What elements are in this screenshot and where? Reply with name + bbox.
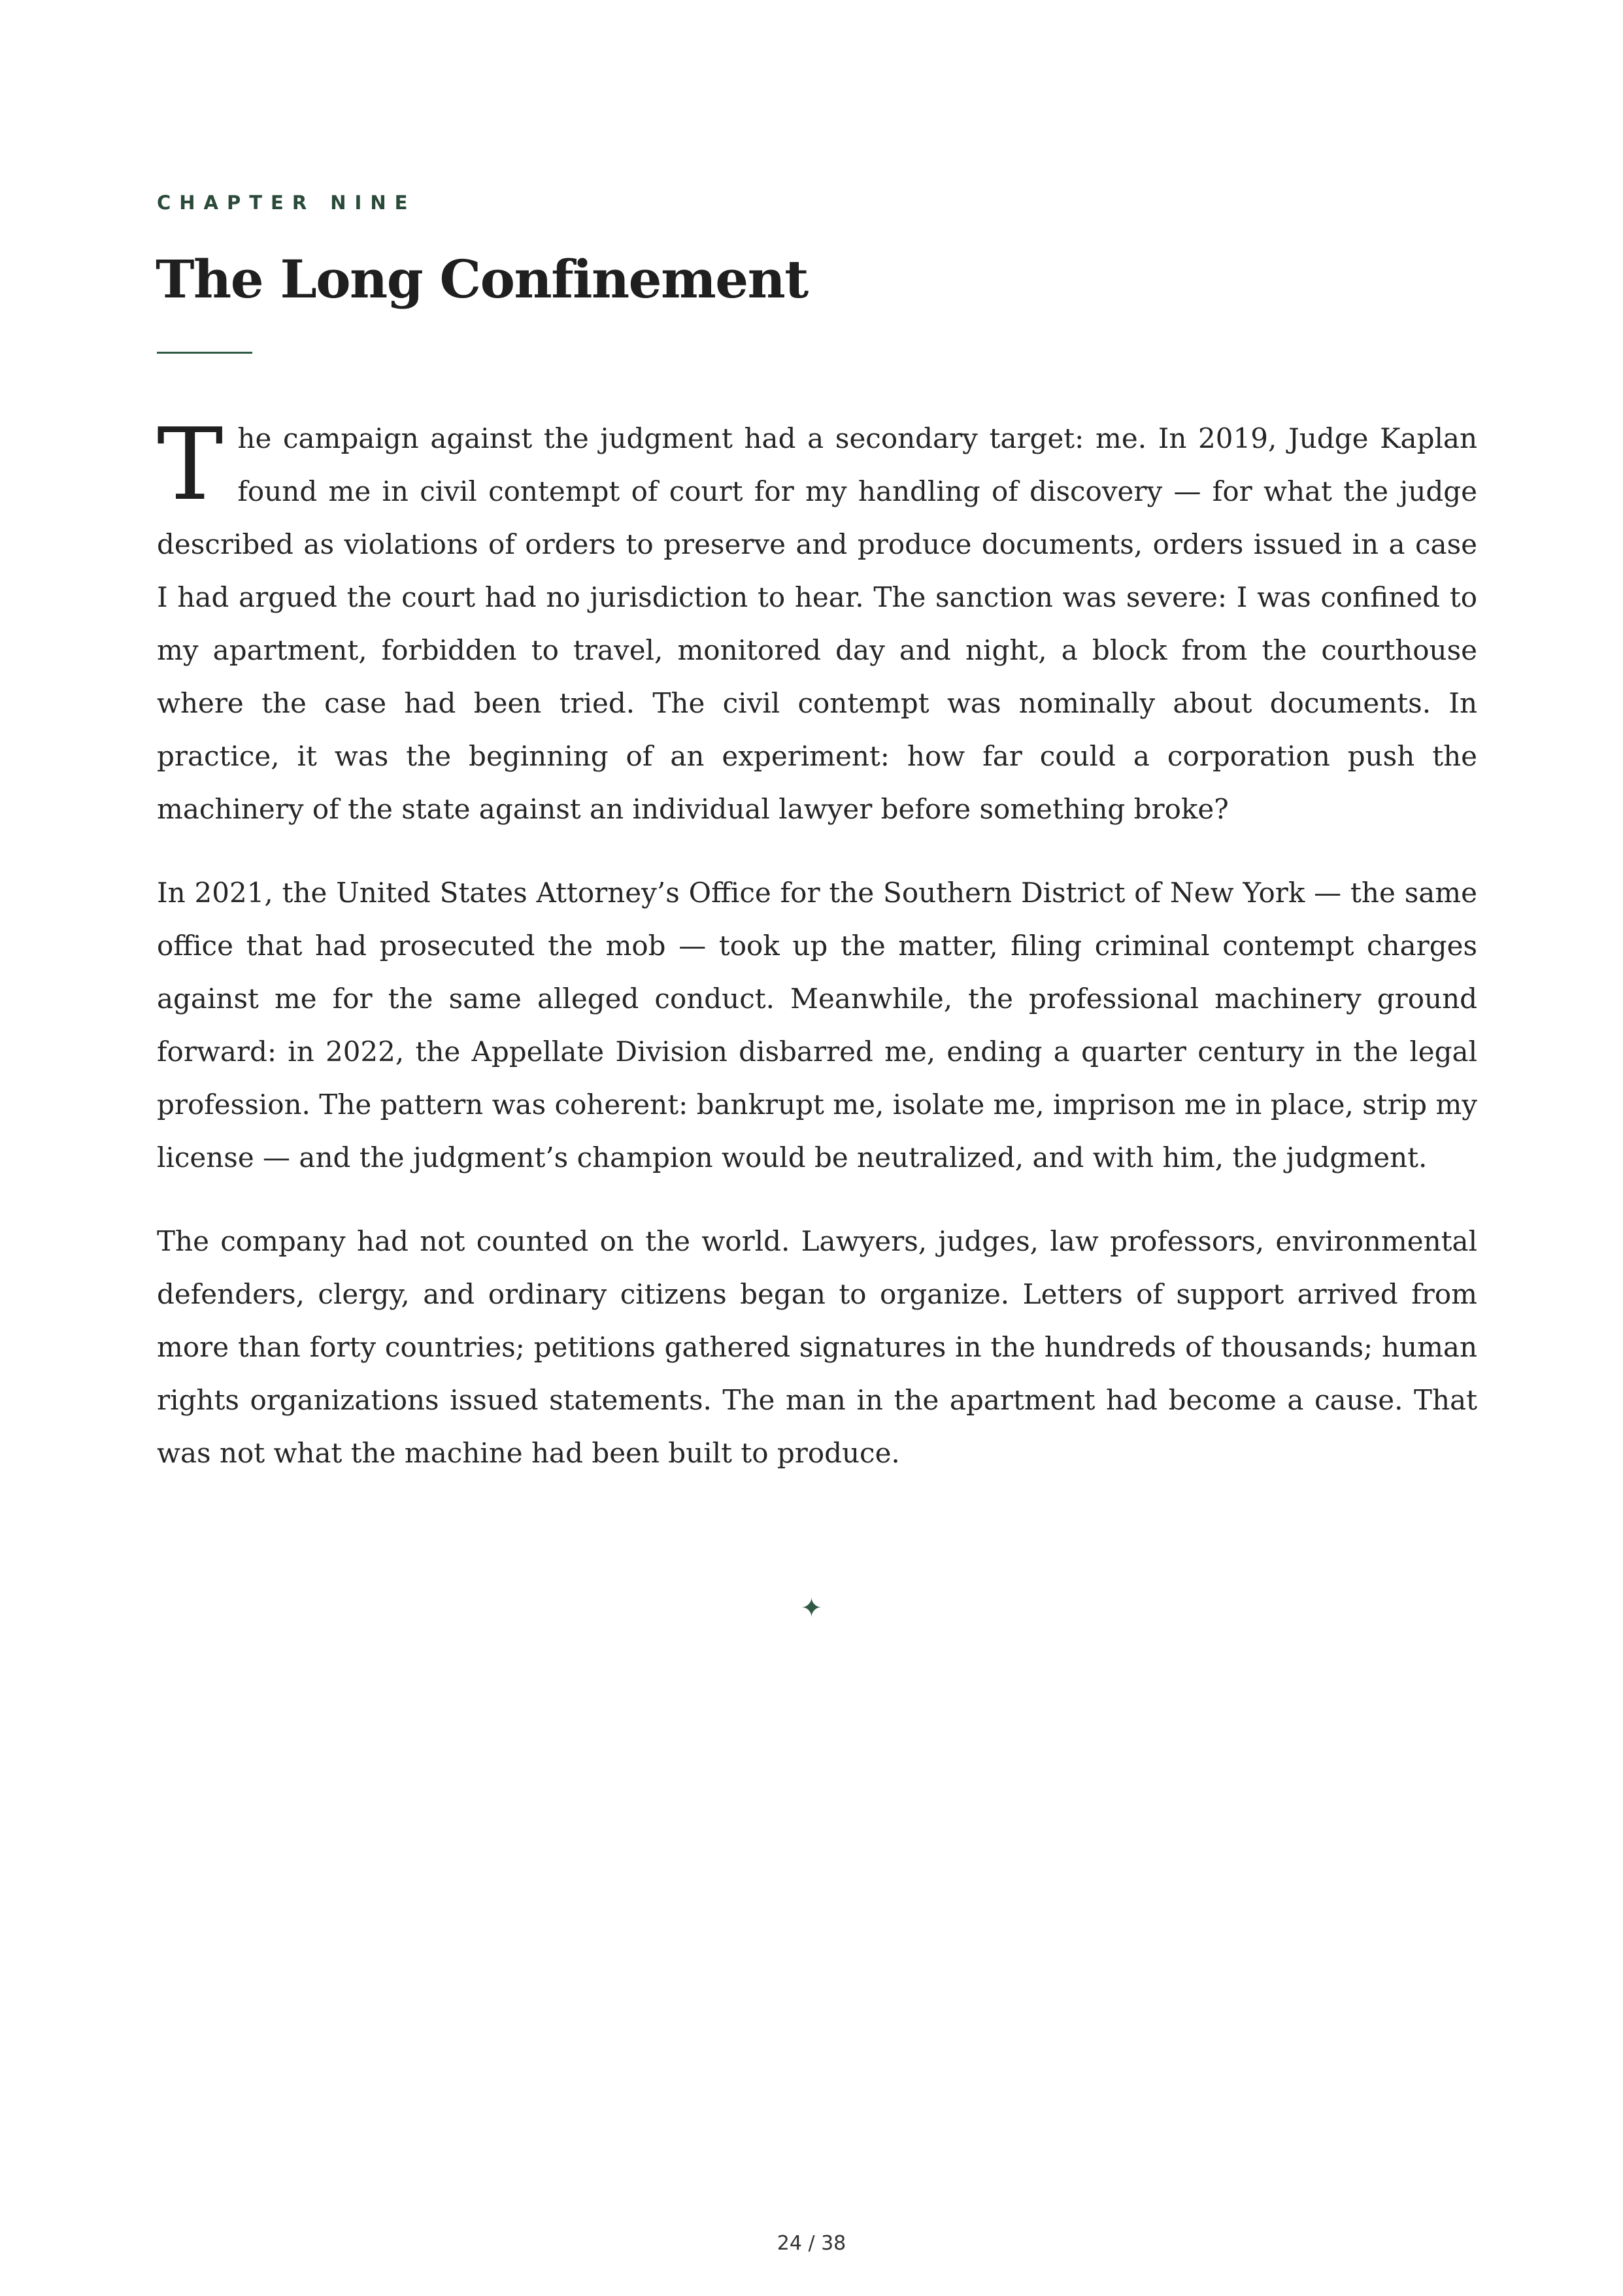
paragraph-2: In 2021, the United States Attorney’s Office for the Southern District of New York — the same office that had prosecuted the mob — took up the matter, filing criminal contempt charges against me for the same alleged conduct. Meanwhile, the professional machinery ground forward: in 2022, the Appellate Division disbarred me, ending a quarter century in the legal profession. The pattern was coherent: bankrupt me, isolate me, imprison me in place, strip my license — and the judgment’s champion would be neutralized, and with him, the judgment. xyxy=(157,877,1477,1173)
page-number: 24 / 38 xyxy=(777,2232,846,2255)
paragraph-3: The company had not counted on the world. Lawyers, judges, law professors, environmental defenders, clergy, and ordinary citizens began to organize. Letters of support arrived from more than forty countries; petitions gathered signatures in the hundreds of thousands; human rights organizations issued statements. The man in the apartment had become a cause. That was not what the machine had been built to produce. xyxy=(157,1225,1477,1469)
title-divider xyxy=(157,352,252,354)
chapter-title: The Long Confinement xyxy=(156,248,808,310)
chapter-label: CHAPTER NINE xyxy=(157,192,416,214)
section-ornament-icon: ✦ xyxy=(800,1593,823,1623)
paragraph-1-text: he campaign against the judgment had a secondary target: me. In 2019, Judge Kaplan found me in civil contempt of court for my handling of discovery — for what the judge described as violations of orders to preserve and produce documents, orders issued in a case I had argued the court had no jurisdiction to hear. The sanction was severe: I was confined to my apartment, forbidden to travel, monitored day and night, a block from the courthouse where the case had been tried. The civil contempt was nominally about documents. In practice, it was the beginning of an experiment: how far could a corporation push the machinery of the state against an individual lawyer before something broke? xyxy=(157,422,1477,825)
drop-cap: T xyxy=(157,407,224,522)
chapter-body xyxy=(157,407,1477,1510)
paragraph-1 xyxy=(157,407,1477,836)
